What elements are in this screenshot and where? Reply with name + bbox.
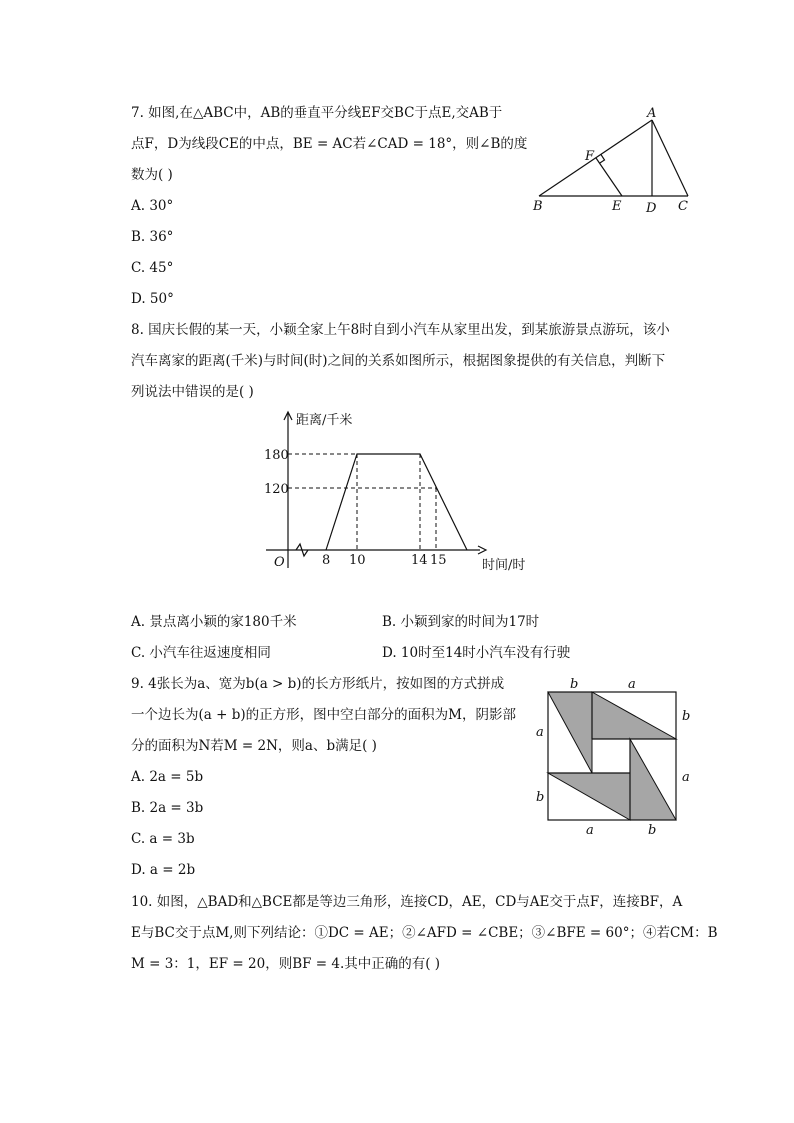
q10-line-2: E与BC交于点M,则下列结论：①DC = AE；②∠AFD = ∠CBE；③∠BFE = 60°；④若CM：B [131, 925, 718, 941]
q7-label-c: C [678, 199, 688, 214]
q8-xlabel: 时间/时 [482, 558, 526, 573]
q10-line-1: 10. 如图，△BAD和△BCE都是等边三角形，连接CD，AE，CD与AE交于点F，连接BF，A [131, 894, 683, 910]
q9-label-right-a: a [682, 770, 690, 785]
q7-option-a[interactable]: A. 30° [131, 198, 174, 214]
q8-line-3: 列说法中错误的是( ) [131, 384, 254, 400]
q7-line-3: 数为( ) [131, 167, 173, 183]
q9-line-3: 分的面积为N若M = 2N，则a、b满足( ) [131, 738, 377, 754]
q8-option-d[interactable]: D. 10时至14时小汽车没有行驶 [382, 645, 571, 661]
q7-label-d: D [646, 201, 657, 216]
q7-option-d[interactable]: D. 50° [131, 291, 174, 307]
q7-label-f: F [585, 149, 595, 164]
q9-label-top-b: b [570, 677, 579, 692]
q8-option-c[interactable]: C. 小汽车往返速度相同 [131, 645, 271, 661]
q9-line-2: 一个边长为(a + b)的正方形，图中空白部分的面积为M，阴影部 [131, 707, 516, 723]
q8-ytick-180: 180 [264, 448, 289, 463]
q8-ylabel: 距离/千米 [296, 413, 353, 428]
q8-xtick-15: 15 [430, 553, 447, 568]
q9-label-right-b: b [682, 709, 691, 724]
q8-option-a[interactable]: A. 景点离小颖的家180千米 [131, 614, 297, 630]
q9-option-b[interactable]: B. 2a = 3b [131, 800, 204, 816]
q9-option-a[interactable]: A. 2a = 5b [131, 769, 204, 785]
q9-line-1: 9. 4张长为a、宽为b(a > b)的长方形纸片，按如图的方式拼成 [131, 676, 505, 692]
q9-option-d[interactable]: D. a = 2b [131, 862, 196, 878]
q7-option-b[interactable]: B. 36° [131, 229, 174, 245]
q9-label-left-b: b [536, 790, 545, 805]
q9-label-bottom-a: a [586, 823, 594, 838]
q7-line-1: 7. 如图,在△ABC中，AB的垂直平分线EF交BC于点E,交AB于 [131, 105, 503, 121]
q9-label-left-a: a [536, 725, 544, 740]
q8-ytick-120: 120 [264, 482, 289, 497]
q8-xtick-8: 8 [322, 553, 331, 568]
q7-label-e: E [612, 199, 622, 214]
q7-line-2: 点F，D为线段CE的中点，BE = AC若∠CAD = 18°，则∠B的度 [131, 136, 528, 152]
q7-label-b: B [533, 199, 543, 214]
q8-line-1: 8. 国庆长假的某一天，小颖全家上午8时自到小汽车从家里出发，到某旅游景点游玩，该小 [131, 322, 670, 338]
q7-option-c[interactable]: C. 45° [131, 260, 174, 276]
q9-label-bottom-b: b [648, 823, 657, 838]
q8-option-b[interactable]: B. 小颖到家的时间为17时 [382, 614, 540, 630]
q9-label-top-a: a [628, 677, 636, 692]
q7-label-a: A [647, 106, 657, 121]
q8-xtick-14: 14 [411, 553, 428, 568]
q8-origin: O [274, 555, 285, 570]
q9-option-c[interactable]: C. a = 3b [131, 831, 195, 847]
q8-line-2: 汽车离家的距离(千米)与时间(时)之间的关系如图所示，根据图象提供的有关信息，判断下 [131, 353, 666, 369]
q10-line-3: M = 3：1，EF = 20，则BF = 4.其中正确的有( ) [131, 956, 441, 972]
q8-xtick-10: 10 [349, 553, 366, 568]
